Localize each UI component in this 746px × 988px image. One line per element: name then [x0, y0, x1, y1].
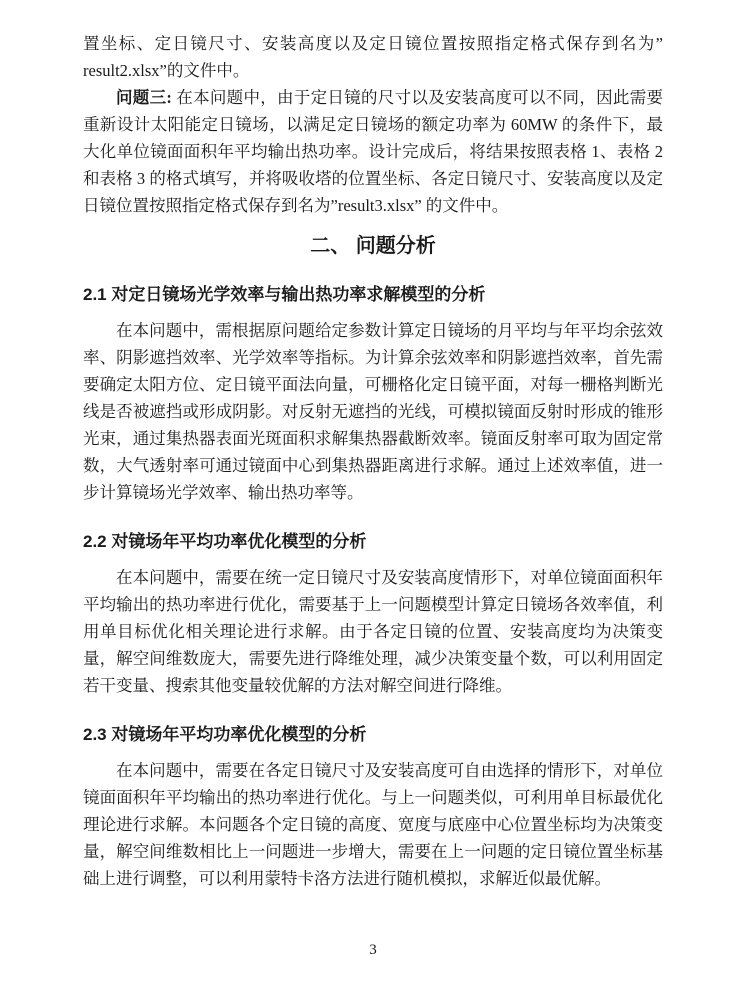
section-2-2-heading: 2.2 对镜场年平均功率优化模型的分析 [83, 532, 367, 551]
section-2-1-heading: 2.1 对定日镜场光学效率与输出热功率求解模型的分析 [83, 285, 486, 304]
section-2-1-body: 在本问题中，需根据原问题给定参数计算定日镜场的月平均与年平均余弦效率、阴影遮挡效率、光学效率等指标。为计算余弦效率和阴影遮挡效率，首先需要确定太阳方位、定日镜平面法向量，可栅格化定日镜平面，对每一栅格判断光线是否被遮挡或形成阴影。对反射无遮挡的光线，可模拟镜面反射时形成的锥形光束，通过集热器表面光斑面积求解集热器截断效率。镜面反射率可取为固定常数，大气透射率可通过镜面中心到集热器距离进行求解。通过上述效率值，进一步计算镜场光学效率、输出热功率等。 [83, 321, 663, 502]
text-column [83, 30, 663, 892]
section-title: 二、 问题分析 [310, 235, 436, 257]
section-2-2-body: 在本问题中，需要在统一定日镜尺寸及安装高度情形下，对单位镜面面积年平均输出的热功率进行优化，需要基于上一问题模型计算定日镜场各效率值，利用单目标优化相关理论进行求解。由于各定日镜的位置、安装高度均为决策变量，解空间维数庞大，需要先进行降维处理，减少决策变量个数，可以利用固定若干变量、搜索其他变量较优解的方法对解空间进行降维。 [83, 568, 663, 695]
problem3-paragraph [83, 84, 663, 219]
section-2-3-body: 在本问题中，需要在各定日镜尺寸及安装高度可自由选择的情形下，对单位镜面面积年平均输出的热功率进行优化。与上一问题类似，可利用单目标最优化理论进行求解。本问题各个定日镜的高度、宽度与底座中心位置坐标均为决策变量，解空间维数相比上一问题进一步增大，需要在上一问题的定日镜位置坐标基础上进行调整，可以利用蒙特卡洛方法进行随机模拟，求解近似最优解。 [83, 761, 663, 888]
intro-continuation-paragraph: 置坐标、定日镜尺寸、安装高度以及定日镜位置按照指定格式保存到名为”result2.xlsx”的文件中。 [83, 34, 663, 80]
section-2-3-heading: 2.3 对镜场年平均功率优化模型的分析 [83, 725, 367, 744]
problem3-text: 在本问题中，由于定日镜的尺寸以及安装高度可以不同，因此需要重新设计太阳能定日镜场，以满足定日镜场的额定功率为 60MW 的条件下，最大化单位镜面面积年平均输出热功率。设计完成后，将结果按照表格 1、表格 2 和表格 3 的格式填写，并将吸收塔的位置坐标、各定日镜尺寸、安装高度以及定日镜位置按照指定格式保存到名为”result3.xlsx” 的文件中。 [83, 88, 663, 215]
page-number: 3 [369, 942, 377, 958]
problem3-label: 问题三: [116, 88, 172, 107]
